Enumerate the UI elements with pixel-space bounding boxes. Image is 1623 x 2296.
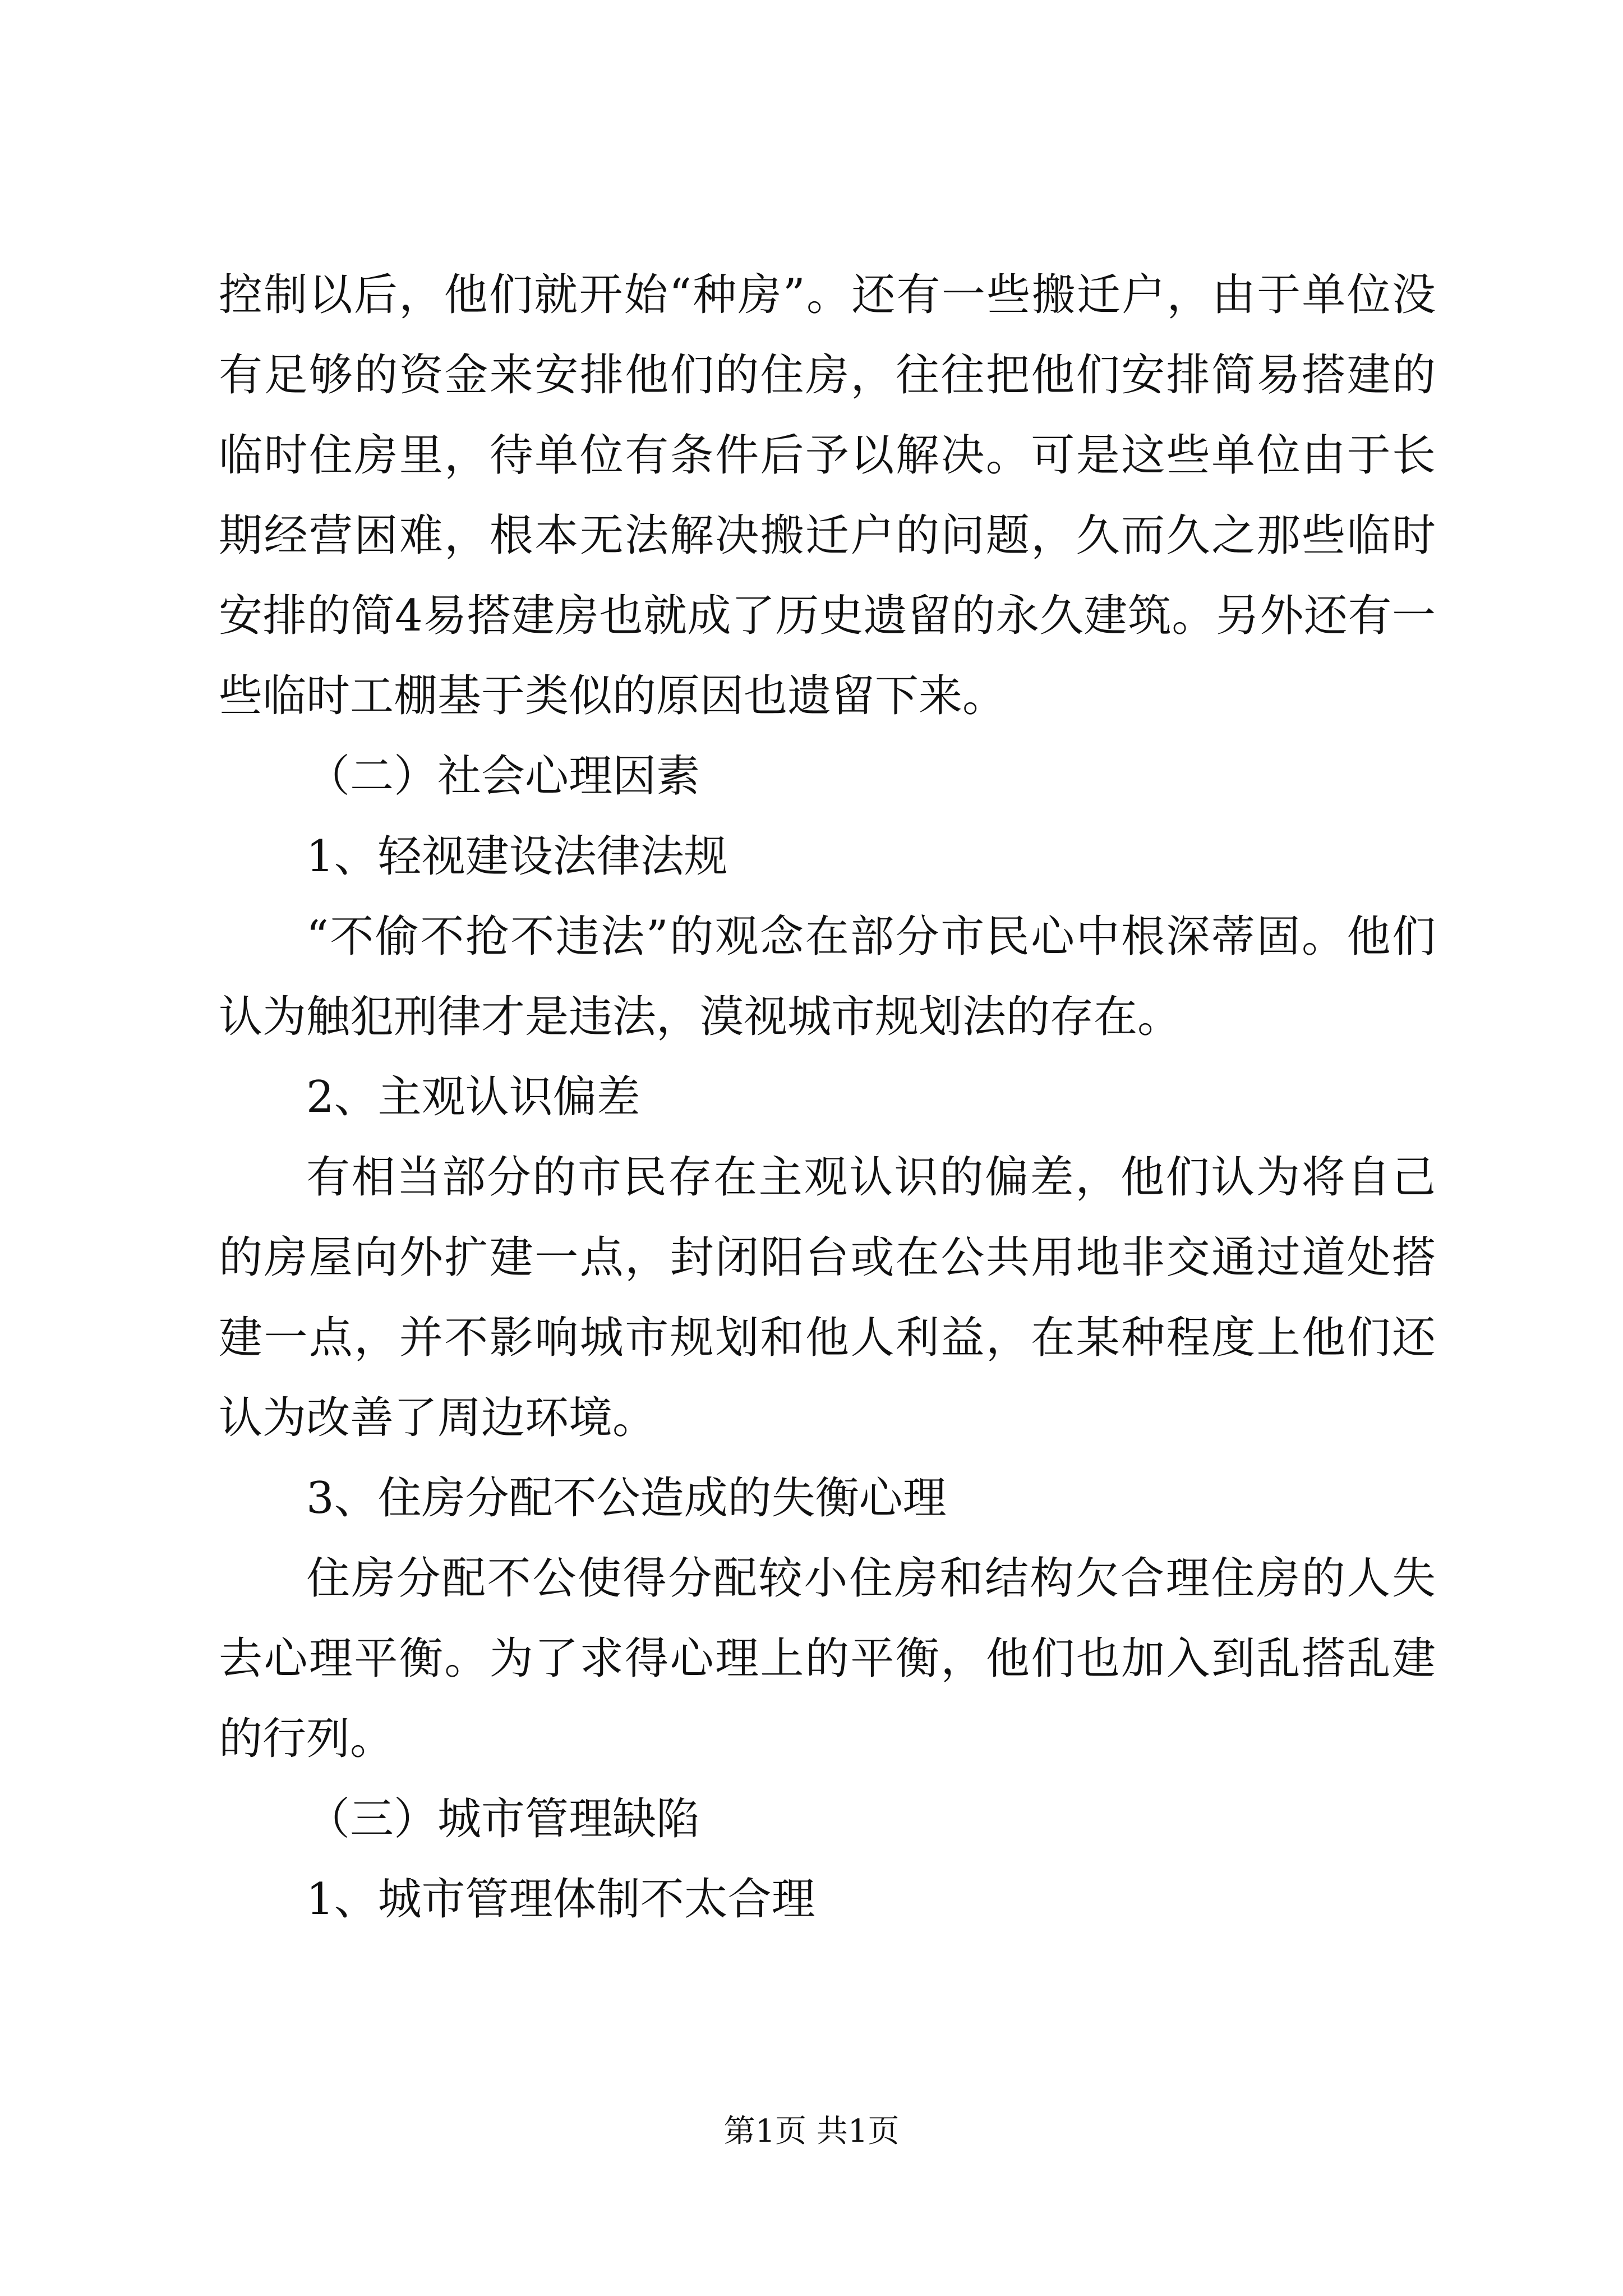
subheading-1: 1、轻视建设法律法规 [306,831,728,882]
subheading-3: 3、住房分配不公造成的失衡心理 [306,1473,947,1524]
subheading-4: 1、城市管理体制不太合理 [306,1874,815,1925]
body-text [219,255,1436,1940]
paragraph-3: 有相当部分的市民存在主观认识的偏差，他们认为将自己的房屋向外扩建一点，封闭阳台或在公共用地非交通过道处搭建一点，并不影响城市规划和他人利益，在某种程度上他们还认为改善了周边环境。 [219,1152,1436,1443]
paragraph-2: “不偷不抢不违法”的观念在部分市民心中根深蒂固。他们认为触犯刑律才是违法，漠视城市规划法的存在。 [219,912,1436,1042]
section-heading-2: （二）社会心理因素 [306,751,700,802]
paragraph-4: 住房分配不公使得分配较小住房和结构欠合理住房的人失去心理平衡。为了求得心理上的平衡，他们也加入到乱搭乱建的行列。 [219,1553,1436,1764]
subheading-2: 2、主观认识偏差 [306,1072,640,1122]
page-footer: 第1页 共1页 [723,2113,900,2150]
section-heading-3: （三）城市管理缺陷 [306,1794,700,1844]
paragraph-1: 控制以后，他们就开始“种房”。还有一些搬迁户，由于单位没有足够的资金来安排他们的住房，往往把他们安排简易搭建的临时住房里，待单位有条件后予以解决。可是这些单位由于长期经营困难，根本无法解决搬迁户的问题，久而久之那些临时安排的简4易搭建房也就成了历史遗留的永久建筑。另外还有一些临时工棚基于类似的原因也遗留下来。 [219,270,1436,721]
